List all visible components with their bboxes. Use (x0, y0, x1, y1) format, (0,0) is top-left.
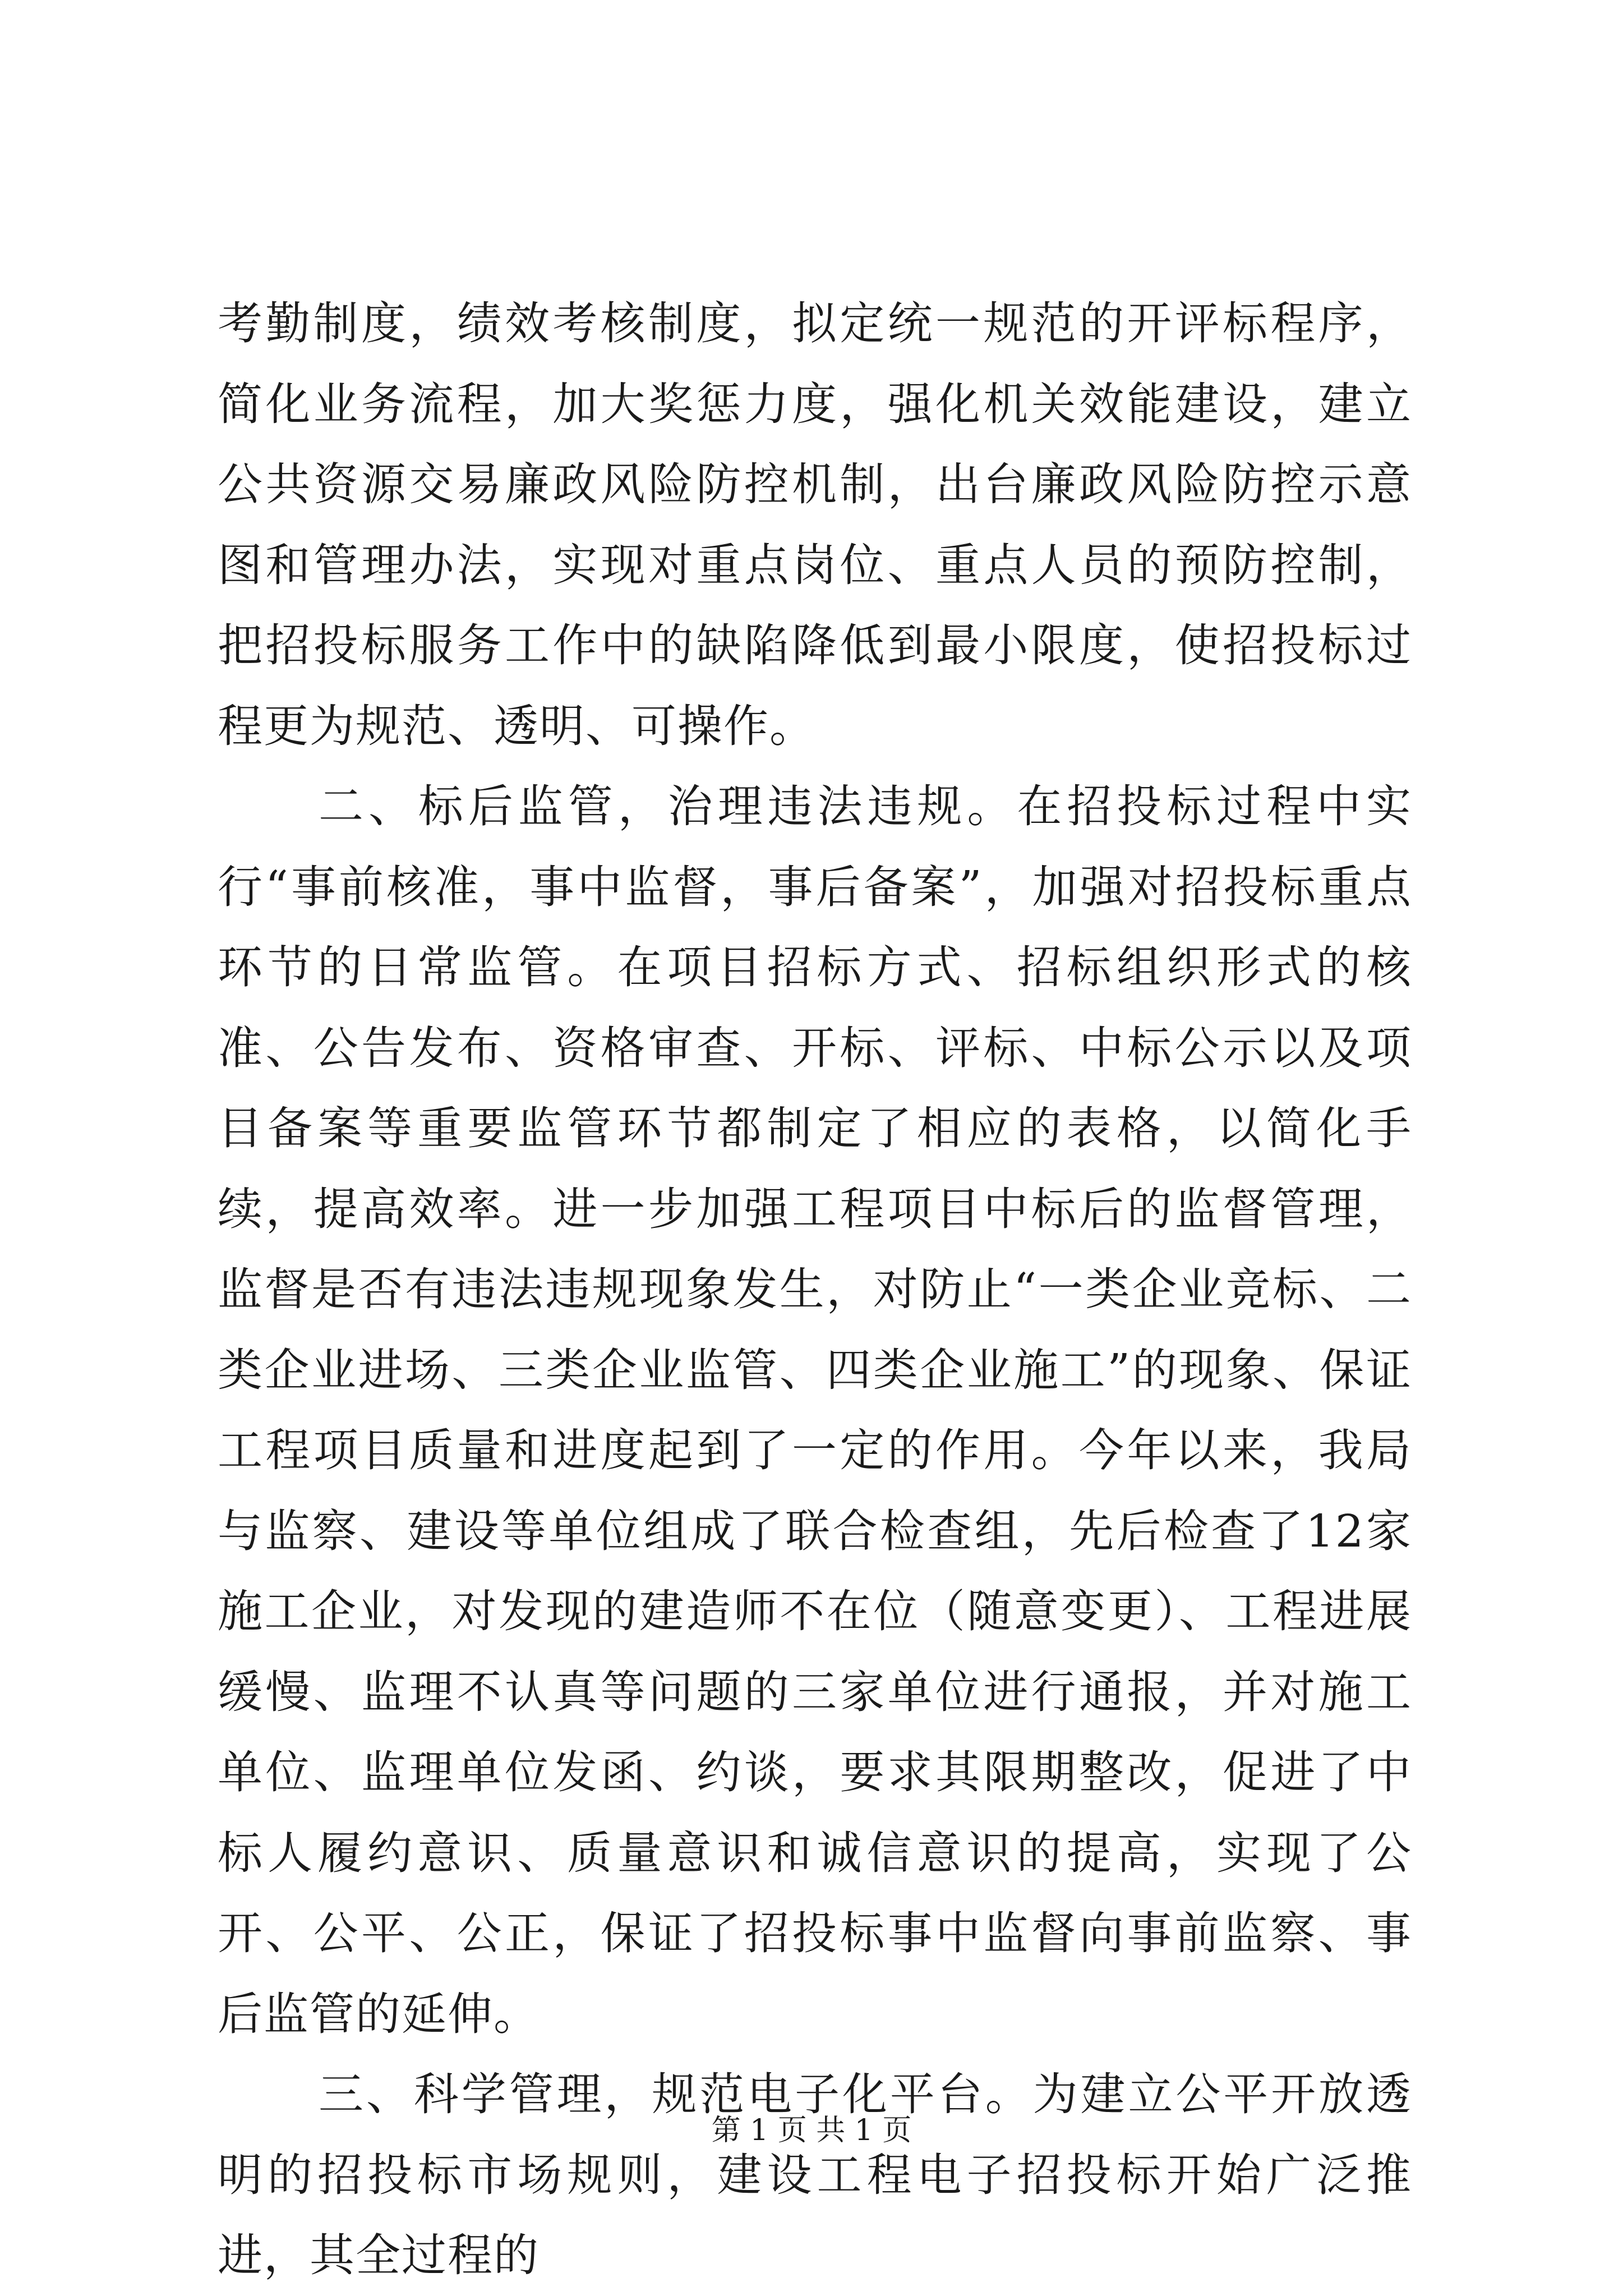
paragraph-continuation: 考勤制度，绩效考核制度，拟定统一规范的开评标程序，简化业务流程，加大奖惩力度，强化机关效能建设，建立公共资源交易廉政风险防控机制，出台廉政风险防控示意图和管理办法，实现对重点岗位、重点人员的预防控制，把招投标服务工作中的缺陷降低到最小限度，使招投标过程更为规范、透明、可操作。 (218, 297, 1412, 752)
page-number-footer: 第 1 页 共 1 页 (711, 2114, 912, 2147)
paragraph-section-three: 三、科学管理，规范电子化平台。为建立公平开放透明的招投标市场规则，建设工程电子招投标开始广泛推进，其全过程的 (218, 2068, 1412, 2281)
paragraph-section-two: 二、标后监管，治理违法违规。在招投标过程中实行“事前核准，事中监督，事后备案”，加强对招投标重点环节的日常监管。在项目招标方式、招标组织形式的核准、公告发布、资格审查、开标、评标、中标公示以及项目备案等重要监管环节都制定了相应的表格，以简化手续，提高效率。进一步加强工程项目中标后的监督管理，监督是否有违法违规现象发生，对防止“一类企业竞标、二类企业进场、三类企业监管、四类企业施工”的现象、保证工程项目质量和进度起到了一定的作用。今年以来，我局与监察、建设等单位组成了联合检查组，先后检查了12家施工企业，对发现的建造师不在位（随意变更）、工程进展缓慢、监理不认真等问题的三家单位进行通报，并对施工单位、监理单位发函、约谈，要求其限期整改，促进了中标人履约意识、质量意识和诚信意识的提高，实现了公开、公平、公正，保证了招投标事中监督向事前监察、事后监管的延伸。 (218, 780, 1412, 2040)
document-body (218, 283, 1412, 2296)
